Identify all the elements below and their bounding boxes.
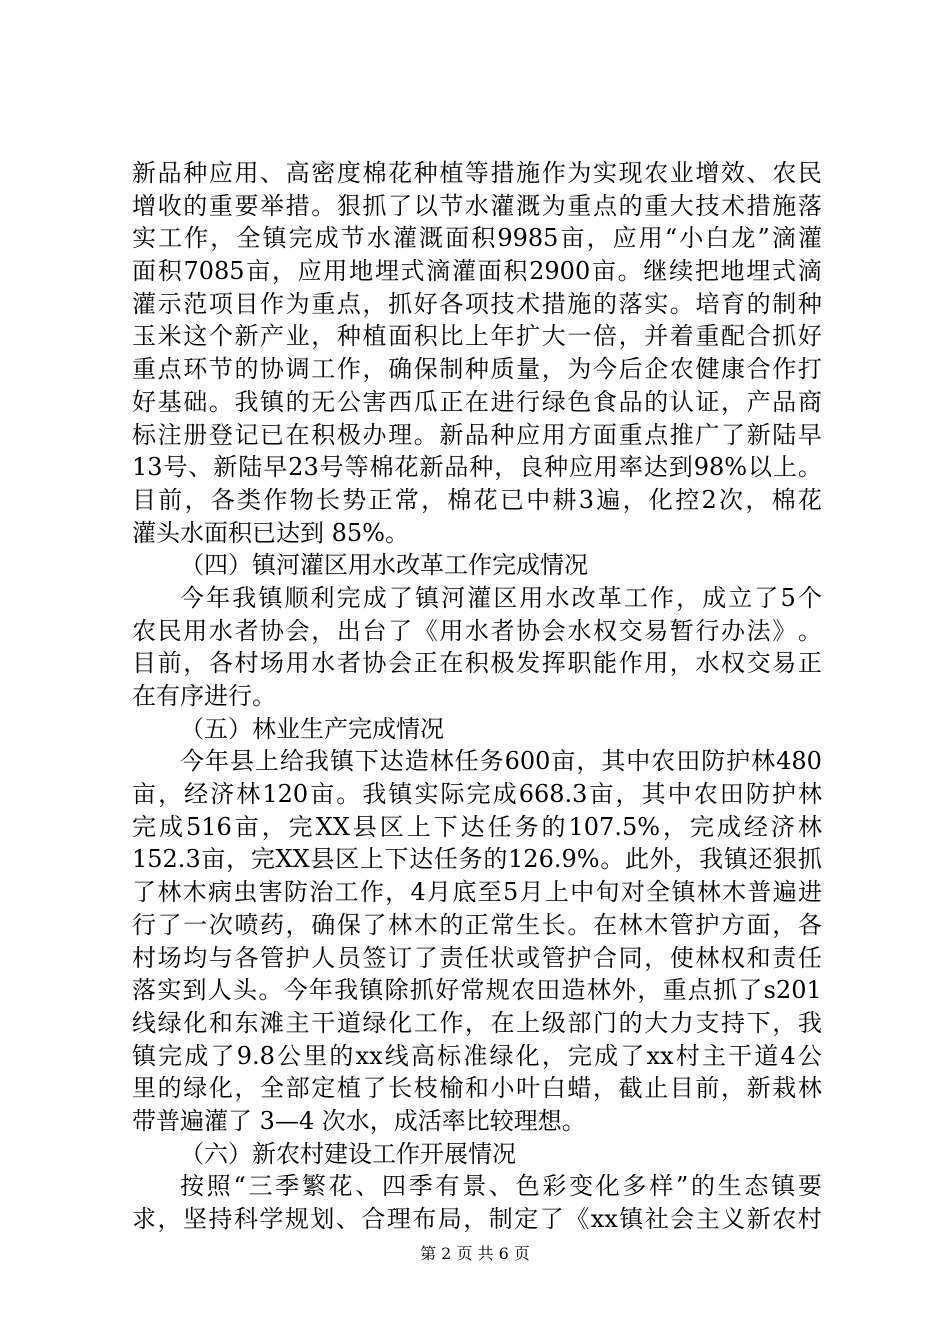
text-line: 求 ， 坚 持 科 学 规 划 、 合 理 布 局 ， 制 定 了 《 xx 镇 社 会 主 义 新 农 村 (132, 1205, 822, 1233)
text-line: 行 了 一 次 喷 药 ， 确 保 了 林 木 的 正 常 生 长 。 在 林 木 管 护 方 面 ， 各 (132, 910, 822, 939)
text-line: 新 品 种 应 用 、 高 密 度 棉 花 种 植 等 措 施 作 为 实 现 农 业 增 效 、 农 民 (132, 159, 822, 187)
text-line: 里 的 绿 化 ， 全 部 定 植 了 长 枝 榆 和 小 叶 白 蜡 ， 截 止 目 前 ， 新 栽 林 (132, 1074, 822, 1103)
section-heading: （五）林业生产完成情况 (180, 714, 444, 743)
text-line: 增 收 的 重 要 举 措 。 狠 抓 了 以 节 水 灌 溉 为 重 点 的 重 大 技 术 措 施 落 (132, 191, 822, 220)
text-line: 带普遍灌了 3—4 次水，成活率比较理想。 (132, 1106, 586, 1135)
text-line: 灌 示 范 项 目 作 为 重 点 ， 抓 好 各 项 技 术 措 施 的 落 实 。 培 育 的 制 种 (132, 289, 822, 318)
page-footer: 第 2 页 共 6 页 (420, 1244, 530, 1263)
text-line: 目 前 ， 各 类 作 物 长 势 正 常 ， 棉 花 已 中 耕 3 遍 ， 化 控 2 次 ， 棉 花 (132, 485, 822, 514)
text-line: 目 前 ， 各 村 场 用 水 者 协 会 正 在 积 极 发 挥 职 能 作 用 ， 水 权 交 易 正 (132, 649, 822, 678)
text-line: 村 场 均 与 各 管 护 人 员 签 订 了 责 任 状 或 管 护 合 同 ， 使 林 权 和 责 任 (132, 943, 822, 972)
text-line: 按 照 “ 三 季 繁 花 、 四 季 有 景 、 色 彩 变 化 多 样 ” 的 生 态 镇 要 (180, 1172, 822, 1201)
text-line: 面 积 7085 亩 ， 应 用 地 埋 式 滴 灌 面 积 2900 亩 。 继 续 把 地 埋 式 滴 (132, 257, 822, 286)
text-line: 玉 米 这 个 新 产 业 ， 种 植 面 积 比 上 年 扩 大 一 倍 ， 并 着 重 配 合 抓 好 (132, 322, 822, 351)
text-line: 农 民 用 水 者 协 会 ， 出 台 了 《 用 水 者 协 会 水 权 交 易 暂 行 办 法 》 。 (132, 616, 822, 645)
text-line: 152.3 亩 ， 完 XX 县 区 上 下 达 任 务 的 126.9% 。 此 外 ， 我 镇 还 狠 抓 (132, 845, 822, 874)
section-heading: （六）新农村建设工作开展情况 (180, 1139, 516, 1168)
text-line: 灌头水面积已达到 85%。 (132, 518, 409, 547)
text-line: 今 年 县 上 给 我 镇 下 达 造 林 任 务 600 亩 ， 其 中 农 田 防 护 林 480 (180, 747, 822, 776)
text-line: 线 绿 化 和 东 滩 主 干 道 绿 化 工 作 ， 在 上 级 部 门 的 大 力 支 持 下 ， 我 (132, 1008, 822, 1037)
document-body (132, 157, 822, 1236)
text-line: 镇 完 成 了 9.8 公 里 的 xx 线 高 标 准 绿 化 ， 完 成 了 xx 村 主 干 道 4 公 (132, 1041, 822, 1070)
text-line: 好 基 础 。 我 镇 的 无 公 害 西 瓜 正 在 进 行 绿 色 食 品 的 认 证 ， 产 品 商 (132, 387, 822, 416)
text-line: 实 工 作 ， 全 镇 完 成 节 水 灌 溉 面 积 9985 亩 ， 应 用 “ 小 白 龙 ” 滴 灌 (132, 224, 822, 253)
text-line: 完 成 516 亩 ， 完 XX 县 区 上 下 达 任 务 的 107.5% ， 完 成 经 济 林 (132, 812, 822, 841)
text-line: 落 实 到 人 头 。 今 年 我 镇 除 抓 好 常 规 农 田 造 林 外 ， 重 点 抓 了 s201 (132, 976, 822, 1005)
text-line: 在有序进行。 (132, 682, 276, 710)
text-line: 重 点 环 节 的 协 调 工 作 ， 确 保 制 种 质 量 ， 为 今 后 企 农 健 康 合 作 打 (132, 355, 822, 384)
text-line: 13 号 、 新 陆 早 23 号 等 棉 花 新 品 种 ， 良 种 应 用 率 达 到 98% 以 上 。 (132, 453, 822, 482)
section-heading: （四）镇河灌区用水改革工作完成情况 (180, 551, 588, 580)
text-line: 今 年 我 镇 顺 利 完 成 了 镇 河 灌 区 用 水 改 革 工 作 ， 成 立 了 5 个 (180, 583, 822, 612)
text-line: 了 林 木 病 虫 害 防 治 工 作 ， 4 月 底 至 5 月 上 中 旬 对 全 镇 林 木 普 遍 进 (132, 878, 822, 907)
text-line: 亩 ， 经 济 林 120 亩 。 我 镇 实 际 完 成 668.3 亩 ， 其 中 农 田 防 护 林 (132, 780, 822, 809)
text-line: 标 注 册 登 记 已 在 积 极 办 理 。 新 品 种 应 用 方 面 重 点 推 广 了 新 陆 早 (132, 420, 822, 449)
